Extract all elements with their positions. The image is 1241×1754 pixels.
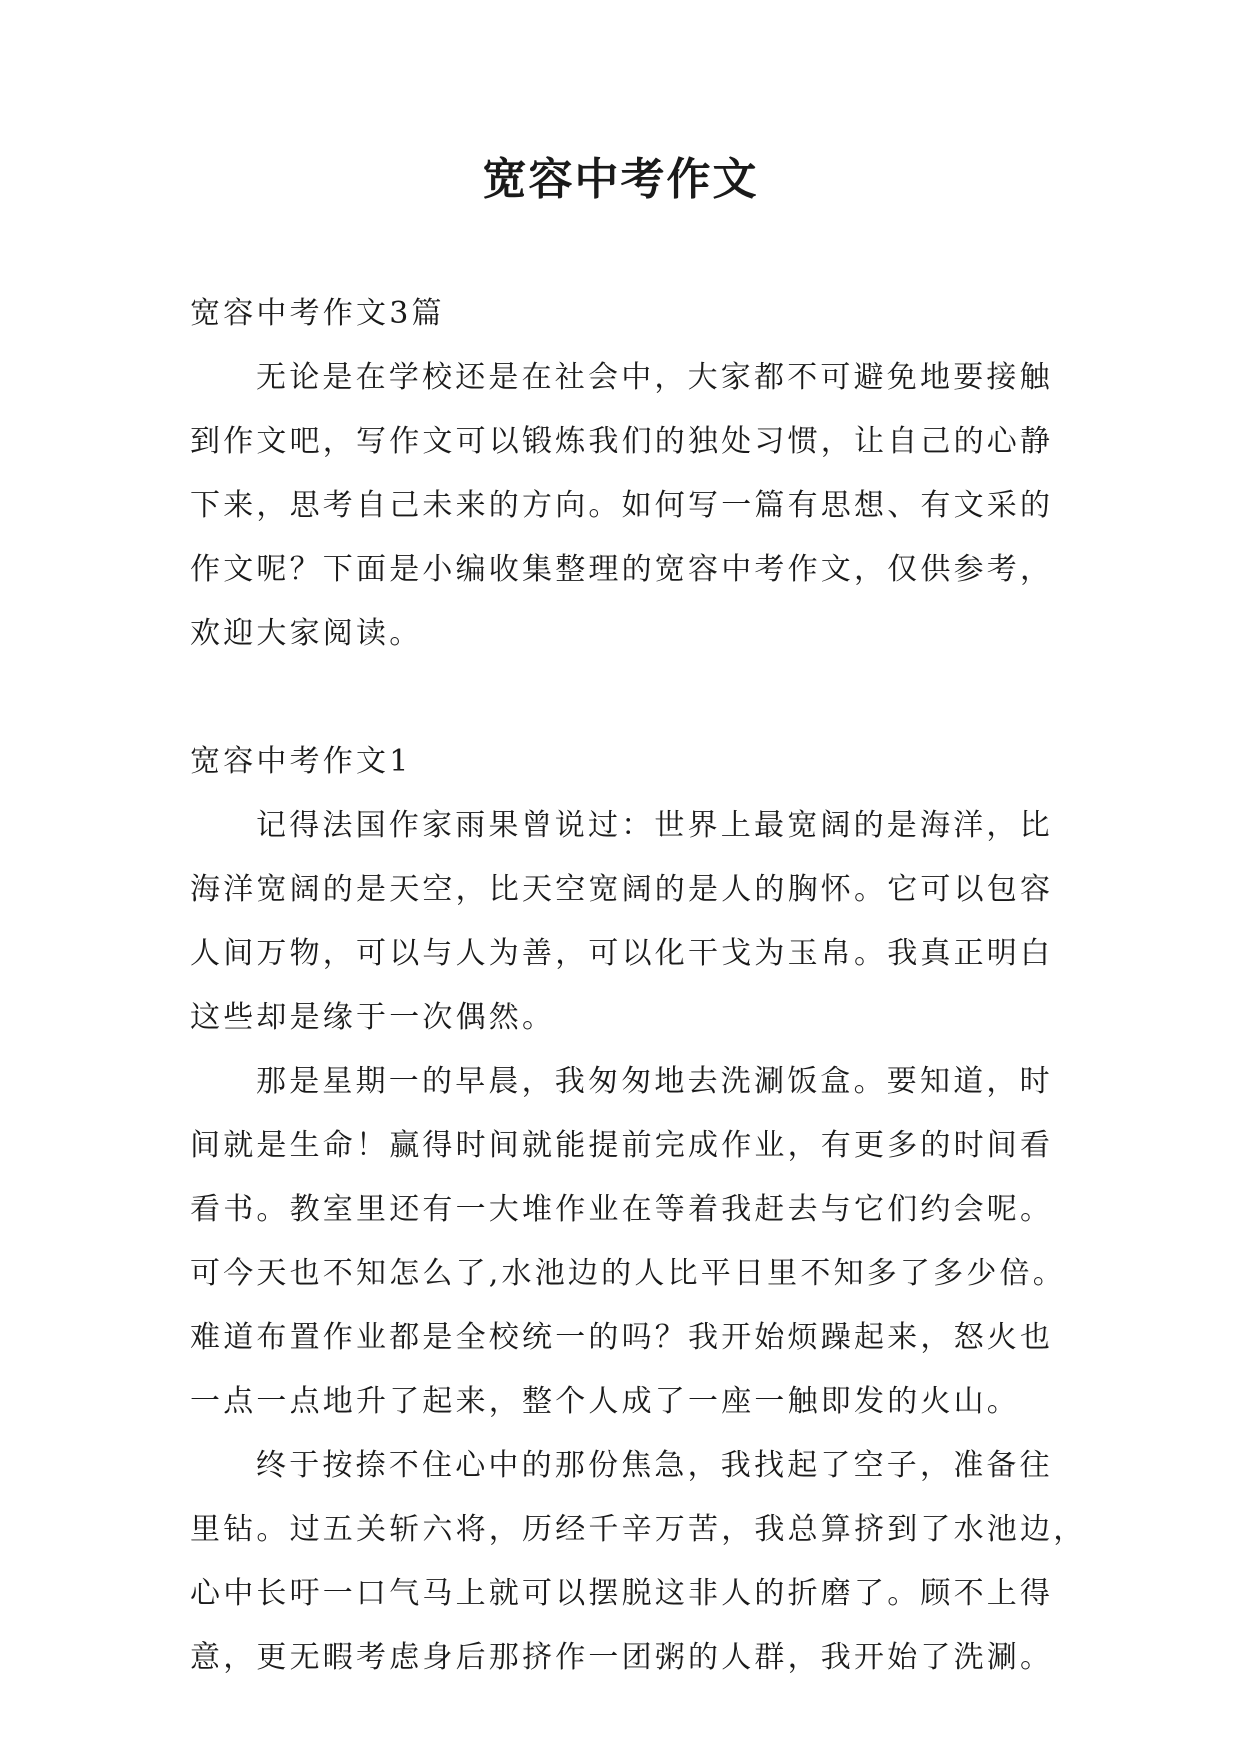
essay-1-paragraph-1 bbox=[190, 794, 1070, 1050]
paragraph-line: 无论是在学校还是在社会中，大家都不可避免地要接触 bbox=[256, 360, 1053, 395]
paragraph-line: 看书。教室里还有一大堆作业在等着我赶去与它们约会呢。 bbox=[190, 1192, 1054, 1227]
paragraph-line: 欢迎大家阅读。 bbox=[190, 616, 423, 651]
paragraph-line: 一点一点地升了起来，整个人成了一座一触即发的火山。 bbox=[190, 1384, 1020, 1419]
paragraph-spacer bbox=[190, 666, 1070, 730]
paragraph-line: 记得法国作家雨果曾说过：世界上最宽阔的是海洋，比 bbox=[256, 808, 1053, 843]
paragraph-line: 间就是生命！赢得时间就能提前完成作业，有更多的时间看 bbox=[190, 1128, 1054, 1163]
paragraph-line: 心中长吁一口气马上就可以摆脱这非人的折磨了。顾不上得 bbox=[190, 1576, 1054, 1611]
paragraph-line: 可今天也不知怎么了,水池边的人比平日里不知多了多少倍。 bbox=[190, 1256, 1066, 1291]
paragraph-line: 作文呢？下面是小编收集整理的宽容中考作文，仅供参考， bbox=[190, 552, 1054, 587]
paragraph-line: 里钻。过五关斩六将，历经千辛万苦，我总算挤到了水池边， bbox=[190, 1512, 1087, 1547]
paragraph-line: 海洋宽阔的是天空，比天空宽阔的是人的胸怀。它可以包容 bbox=[190, 872, 1054, 907]
document-title: 宽容中考作文 bbox=[482, 154, 759, 205]
intro-paragraph bbox=[190, 346, 1070, 666]
essay-1-paragraph-3 bbox=[190, 1434, 1087, 1690]
paragraph-line: 终于按捺不住心中的那份焦急，我找起了空子，准备往 bbox=[256, 1448, 1053, 1483]
essay-1-heading: 宽容中考作文1 bbox=[190, 744, 412, 779]
paragraph-line: 那是星期一的早晨，我匆匆地去洗涮饭盒。要知道，时 bbox=[256, 1064, 1053, 1099]
paragraph-line: 难道布置作业都是全校统一的吗？我开始烦躁起来，怒火也 bbox=[190, 1320, 1054, 1355]
paragraph-line: 人间万物，可以与人为善，可以化干戈为玉帛。我真正明白 bbox=[190, 936, 1054, 971]
essay-1-paragraph-2 bbox=[190, 1050, 1070, 1434]
paragraph-line: 下来，思考自己未来的方向。如何写一篇有思想、有文采的 bbox=[190, 488, 1054, 523]
paragraph-line: 到作文吧，写作文可以锻炼我们的独处习惯，让自己的心静 bbox=[190, 424, 1054, 459]
paragraph-line: 意，更无暇考虑身后那挤作一团粥的人群，我开始了洗涮。 bbox=[190, 1640, 1054, 1675]
intro-heading: 宽容中考作文3篇 bbox=[190, 296, 445, 331]
document-body bbox=[190, 282, 1087, 1690]
paragraph-line: 这些却是缘于一次偶然。 bbox=[190, 1000, 556, 1035]
